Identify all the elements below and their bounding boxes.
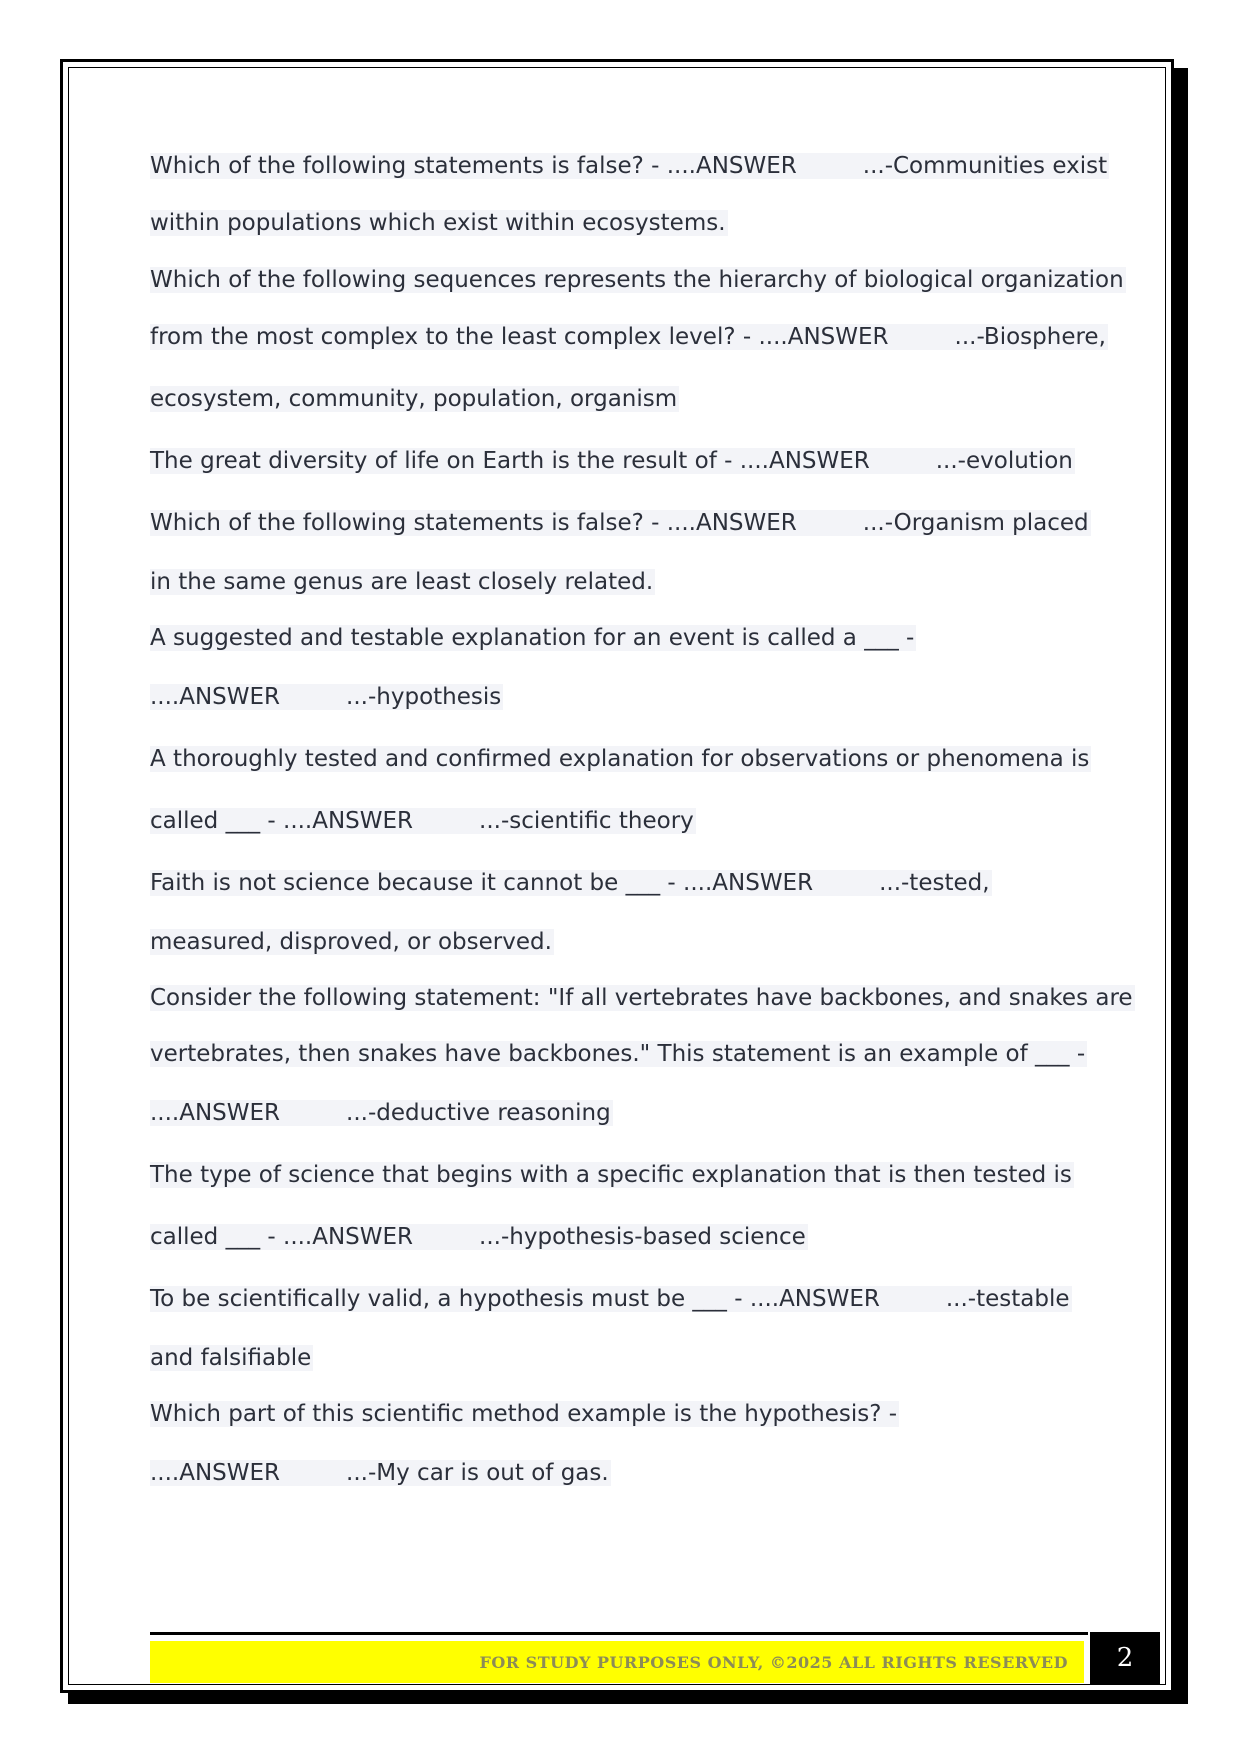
question-text: ....ANSWER	[150, 1460, 281, 1486]
qa-line	[150, 492, 1090, 554]
qa-line	[150, 430, 1090, 492]
qa-content	[150, 140, 1133, 1504]
question-text: Which of the following statements is false? - ....ANSWER	[150, 510, 797, 536]
qa-line	[150, 666, 1090, 728]
qa-line	[150, 554, 1090, 610]
qa-line	[150, 1330, 1090, 1386]
question-text: called ___ - ....ANSWER	[150, 808, 414, 834]
qa-line	[150, 914, 1090, 970]
answer-text: ...-evolution	[935, 448, 1073, 474]
question-text: vertebrates, then snakes have backbones." This statement is an example of ___ -	[150, 1041, 1086, 1067]
page-number: 2	[1090, 1632, 1160, 1684]
qa-line	[150, 1442, 1090, 1504]
question-text: within populations which exist within ecosystems.	[150, 210, 726, 236]
answer-text: measured, disproved, or observed.	[150, 929, 552, 955]
answer-text: ...-My car is out of gas.	[346, 1460, 609, 1486]
question-text: Consider the following statement: "If all vertebrates have backbones, and snakes are	[150, 985, 1133, 1011]
answer-text: ...-scientific theory	[479, 808, 694, 834]
qa-line	[150, 728, 1090, 790]
qa-line	[150, 140, 1108, 192]
answer-text: ...-deductive reasoning	[346, 1100, 611, 1126]
question-text: To be scientifically valid, a hypothesis must be ___ - ....ANSWER	[150, 1286, 880, 1312]
footer-copyright: FOR STUDY PURPOSES ONLY, ©2025 ALL RIGHTS RESERVED	[479, 1652, 1068, 1672]
question-text: Which of the following statements is false? - ....ANSWER	[150, 153, 797, 179]
answer-text: ecosystem, community, population, organism	[150, 386, 678, 412]
qa-line	[150, 254, 1124, 306]
question-text: A suggested and testable explanation for an event is called a ___ -	[150, 625, 915, 651]
question-text: called ___ - ....ANSWER	[150, 1224, 414, 1250]
question-text: ....ANSWER	[150, 684, 281, 710]
question-text: The type of science that begins with a specific explanation that is then tested is	[150, 1162, 1072, 1188]
question-text: The great diversity of life on Earth is the result of - ....ANSWER	[150, 448, 870, 474]
qa-line	[150, 1026, 1090, 1082]
qa-line	[150, 192, 1090, 254]
question-text: from the most complex to the least complex level? - ....ANSWER	[150, 324, 889, 350]
qa-line	[150, 790, 1090, 852]
answer-text: in the same genus are least closely related.	[150, 569, 654, 595]
question-text: ....ANSWER	[150, 1100, 281, 1126]
qa-line	[150, 1206, 1090, 1268]
qa-line	[150, 1268, 1090, 1330]
answer-text: ...-testable	[945, 1286, 1070, 1312]
answer-text: ...-tested,	[879, 870, 990, 896]
question-text: Which of the following sequences represents the hierarchy of biological organization	[150, 267, 1124, 293]
qa-line	[150, 1386, 1090, 1442]
qa-line	[150, 368, 1090, 430]
qa-line	[150, 306, 1106, 368]
answer-text: ...-Biosphere,	[954, 324, 1106, 350]
question-text: Which part of this scientific method example is the hypothesis? -	[150, 1401, 898, 1427]
question-text: Faith is not science because it cannot be ___ - ....ANSWER	[150, 870, 814, 896]
answer-text: ...-hypothesis	[346, 684, 502, 710]
answer-text: ...-hypothesis-based science	[479, 1224, 806, 1250]
answer-text: ...-Communities exist	[862, 153, 1108, 179]
qa-line	[150, 1144, 1090, 1206]
qa-line	[150, 610, 1090, 666]
footer-bar	[150, 1641, 1084, 1683]
footer-rule	[150, 1632, 1088, 1635]
qa-line	[150, 970, 1133, 1026]
qa-line	[150, 852, 1090, 914]
answer-text: ...-Organism placed	[862, 510, 1089, 536]
question-text: A thoroughly tested and confirmed explanation for observations or phenomena is	[150, 746, 1090, 772]
answer-text: and falsifiable	[150, 1345, 312, 1371]
qa-line	[150, 1082, 1090, 1144]
